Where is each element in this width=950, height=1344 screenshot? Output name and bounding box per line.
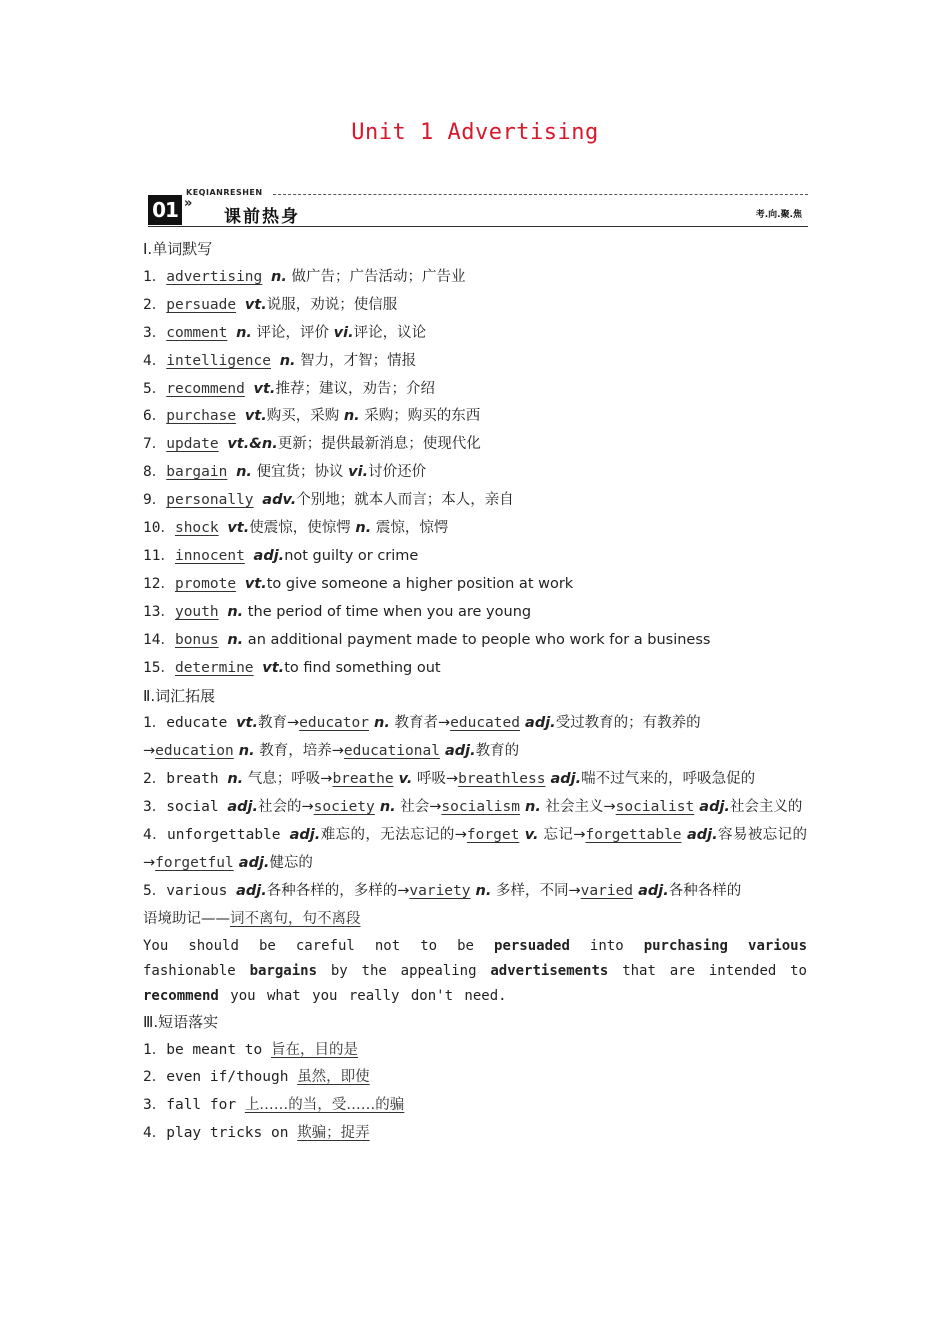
double-chevron-icon: » (184, 196, 193, 211)
section2-heading: Ⅱ.词汇拓展 (143, 686, 216, 705)
header-dashed-rule (273, 194, 808, 195)
vocab-item: 2．persuade vt.说服，劝说；使信服 (143, 296, 398, 313)
vocab-item: 14．bonus n. an additional payment made to people who work for a business (143, 631, 711, 648)
vocab-item: 4．intelligence n. 智力，才智；情报 (143, 352, 417, 369)
vocab-list (143, 264, 807, 683)
section-header (148, 188, 808, 228)
phrase-list (143, 1037, 807, 1149)
vocab-item: 9．personally adv.个别地；就本人而言；本人，亲自 (143, 492, 514, 509)
memo-line: 语境助记——词不离句，句不离段 (143, 910, 361, 927)
phrase-item: 1．be meant to 旨在，目的是 (143, 1041, 358, 1058)
vocab-item: 6．purchase vt.购买，采购 n. 采购；购买的东西 (143, 408, 481, 425)
expansion-item-4: 4．unforgettable adj.难忘的，无法忘记的→forget v. 忘记→forgettable adj.容易被忘记的→forgetful adj.健忘的 (143, 827, 808, 871)
vocab-item: 10．shock vt.使震惊，使惊愕 n. 震惊，惊愕 (143, 520, 449, 537)
expansion-item-5: 5．various adj.各种各样的，多样的→variety n. 多样，不同→varied adj.各种各样的 (143, 882, 742, 899)
vocab-item: 13．youth n. the period of time when you are young (143, 603, 532, 620)
vocab-item: 15．determine vt.to find something out (143, 659, 441, 676)
section1-heading: Ⅰ.单词默写 (143, 240, 213, 258)
context-paragraph: You should be careful not to be persuaded into purchasing various fashionable bargains by the appealing advertisements that are intended to recommend you what you really don't need. (143, 937, 808, 1004)
worksheet-content (143, 236, 807, 1148)
vocab-item: 11．innocent adj.not guilty or crime (143, 547, 419, 564)
vocab-item: 5．recommend vt.推荐；建议，劝告；介绍 (143, 380, 435, 397)
header-kicker: KEQIANRESHEN (186, 188, 263, 197)
phrase-item: 2．even if/though 虽然，即使 (143, 1069, 370, 1086)
page-title: Unit 1 Advertising (351, 120, 599, 145)
section-number-badge: 01 (148, 195, 182, 225)
vocab-item: 1．advertising n. 做广告；广告活动；广告业 (143, 268, 466, 285)
vocab-item: 7．update vt.&n.更新；提供最新消息；使现代化 (143, 436, 481, 453)
expansion-item-2: 2．breath n. 气息；呼吸→breathe v. 呼吸→breathless adj.喘不过气来的，呼吸急促的 (143, 771, 756, 788)
phrase-item: 4．play tricks on 欺骗；捉弄 (143, 1125, 370, 1142)
header-rule (148, 226, 808, 227)
header-right-label: 考.向.聚.焦 (755, 210, 802, 220)
expansion-item-1: 1．educate vt.教育→educator n. 教育者→educated adj.受过教育的；有教养的 →education n. 教育，培养→educational adj.教育的 (143, 715, 701, 760)
vocab-item: 12．promote vt.to give someone a higher position at work (143, 575, 574, 592)
section3-heading: Ⅲ.短语落实 (143, 1012, 219, 1031)
phrase-item: 3．fall for 上……的当，受……的骗 (143, 1097, 405, 1114)
vocab-item: 3．comment n. 评论，评价 vi.评论，议论 (143, 324, 427, 341)
header-title: 课前热身 (224, 207, 300, 227)
expansion-item-3: 3．social adj.社会的→society n. 社会→socialism n. 社会主义→socialist adj.社会主义的 (143, 799, 803, 816)
vocab-item: 8．bargain n. 便宜货；协议 vi.讨价还价 (143, 464, 427, 481)
